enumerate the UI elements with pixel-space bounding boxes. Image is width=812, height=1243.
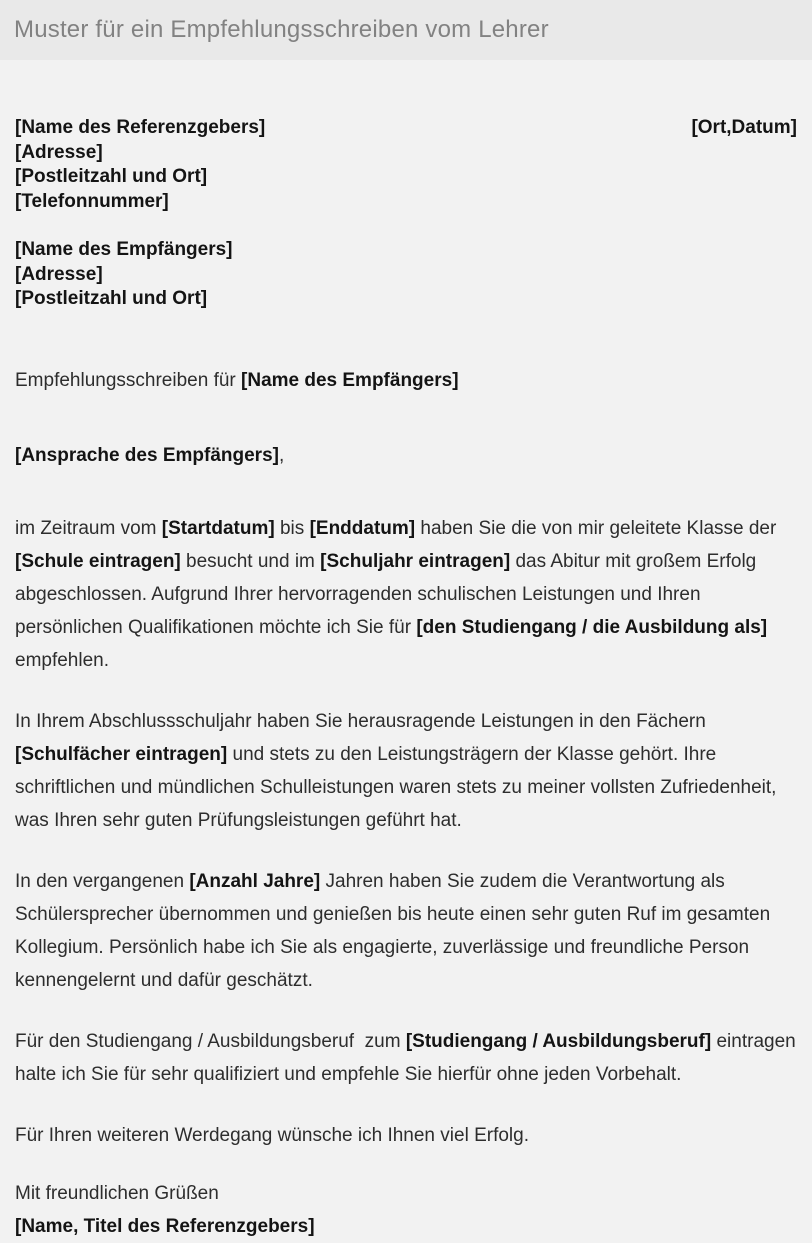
paragraph-introduction: im Zeitraum vom [Startdatum] bis [Enddatum] haben Sie die von mir geleitete Klasse der [Schule eintragen] besucht und im [Schuljahr eintragen] das Abitur mit großem Erfolg abgeschlossen. Aufgrund Ihrer hervorragenden schulischen Leistungen und Ihren persönlichen Qualifikationen möchte ich Sie für [den Studiengang / die Ausbildung als] empfehlen.	[15, 517, 782, 671]
sender-header-line	[15, 116, 797, 141]
sender-name: [Name des Referenzgebers]	[15, 117, 266, 138]
page-title: Muster für ein Empfehlungsschreiben vom Lehrer	[14, 16, 549, 43]
sender-zip-city: [Postleitzahl und Ort]	[15, 166, 208, 187]
recipient-block	[15, 238, 797, 312]
closing-block	[15, 1177, 797, 1243]
paragraph-achievements: In Ihrem Abschlussschuljahr haben Sie herausragende Leistungen in den Fächern [Schulfächer eintragen] und stets zu den Leistungsträgern der Klasse gehört. Ihre schriftlichen und mündlichen Schulleistungen waren stets zu meiner vollsten Zufriedenheit, was Ihren sehr guten Prüfungsleistungen geführt hat.	[15, 710, 782, 831]
sender-block	[15, 116, 797, 214]
signature-line: [Name, Titel des Referenzgebers]	[15, 1215, 315, 1237]
recipient-name: [Name des Empfängers]	[15, 239, 233, 260]
paragraph-wishes: Für Ihren weiteren Werdegang wünsche ich Ihnen viel Erfolg.	[15, 1124, 529, 1146]
document-header	[0, 0, 812, 60]
place-date: [Ort,Datum]	[691, 117, 797, 138]
paragraph-recommendation: Für den Studiengang / Ausbildungsberuf zum [Studiengang / Ausbildungsberuf] eintragen halte ich Sie für sehr qualifiziert und empfehle Sie hierfür ohne jeden Vorbehalt.	[15, 1030, 801, 1085]
greeting-line: Mit freundlichen Grüßen	[15, 1182, 219, 1204]
salutation-line: [Ansprache des Empfängers],	[15, 444, 285, 466]
sender-phone: [Telefonnummer]	[15, 190, 169, 212]
subject-line: Empfehlungsschreiben für [Name des Empfängers]	[15, 369, 459, 391]
recipient-zip-city: [Postleitzahl und Ort]	[15, 288, 208, 309]
paragraph-personal: In den vergangenen [Anzahl Jahre] Jahren haben Sie zudem die Verantwortung als Schülersprecher übernommen und genießen bis heute einen sehr guten Ruf im gesamten Kollegium. Persönlich habe ich Sie als engagierte, zuverlässige und freundliche Person kennengelernt und dafür geschätzt.	[15, 870, 776, 991]
sender-address: [Adresse]	[15, 141, 103, 163]
letter-body	[0, 116, 812, 1243]
recipient-address: [Adresse]	[15, 263, 103, 285]
